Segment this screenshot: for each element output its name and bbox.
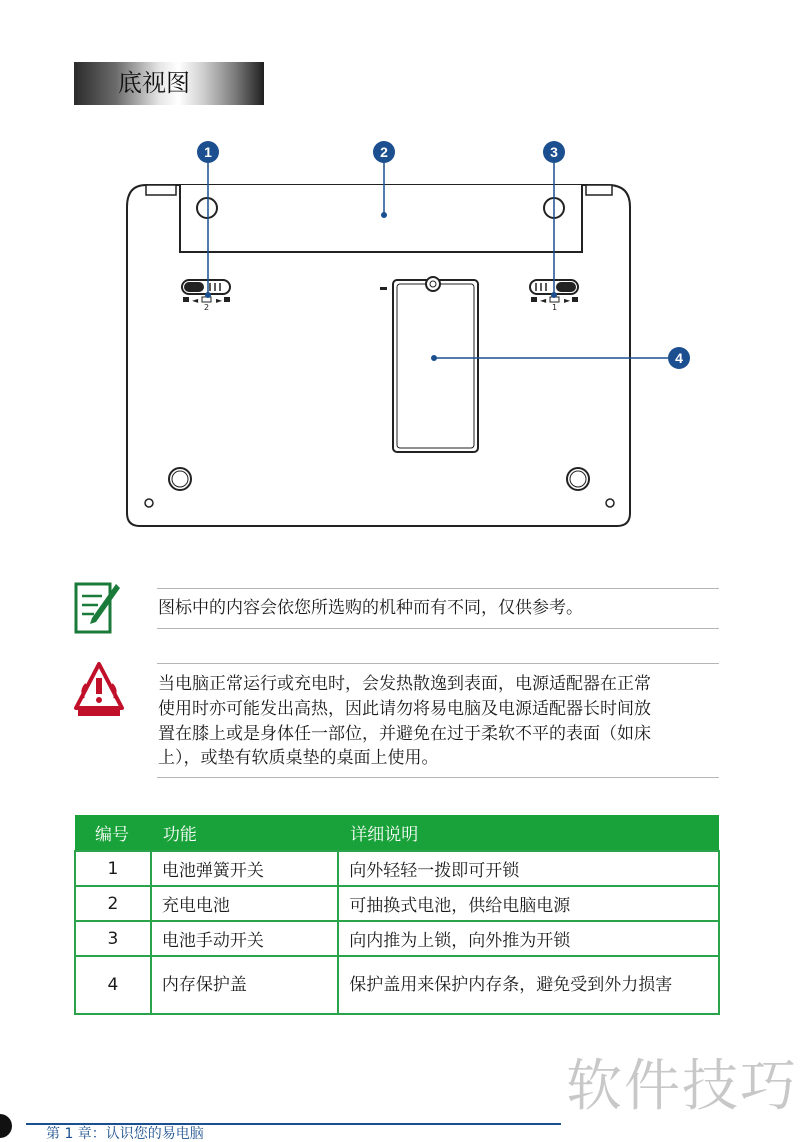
table-row (75, 956, 719, 1014)
row-description: 向外轻轻一拨即可开锁 (338, 851, 719, 886)
footer-rule (26, 1123, 561, 1125)
screw-bottom-left (145, 499, 153, 507)
spec-table (74, 815, 720, 1015)
svg-text:►: ► (216, 296, 223, 305)
hinge-right (586, 185, 612, 195)
note-text: 图标中的内容会依您所选购的机种而有不同，仅供参考。 (158, 598, 583, 618)
memory-symbol (380, 287, 387, 290)
table-row (75, 921, 719, 956)
row-function: 充电电池 (151, 886, 338, 921)
warning-line-3: 置在膝上或是身体任一部位，并避免在过于柔软不平的表面（如床 (158, 724, 651, 744)
warning-line-2: 使用时亦可能发出高热，因此请勿将易电脑及电源适配器长时间放 (158, 699, 651, 719)
row-number: 1 (75, 851, 151, 886)
note-pencil-icon (72, 578, 122, 636)
latch-number-right: 1 (552, 303, 558, 312)
row-number: 4 (75, 956, 151, 1014)
laptop-bottom-diagram (120, 135, 710, 535)
screw-top-left (197, 198, 217, 218)
table-header-row (75, 815, 719, 851)
row-description: 向内推为上锁，向外推为开锁 (338, 921, 719, 956)
row-number: 2 (75, 886, 151, 921)
latch-number-left: 2 (204, 303, 210, 312)
header-function: 功能 (151, 815, 338, 851)
table-row (75, 886, 719, 921)
footer-chapter-title: 第 1 章：认识您的易电脑 (46, 1126, 204, 1142)
header-description: 详细说明 (338, 815, 719, 851)
row-description: 可抽换式电池，供给电脑电源 (338, 886, 719, 921)
watermark: 软件技巧 (566, 1054, 798, 1119)
warning-line-4: 上），或垫有软质桌垫的桌面上使用。 (158, 748, 439, 768)
warning-top-rule (157, 663, 719, 664)
row-function: 电池弹簧开关 (151, 851, 338, 886)
hinge-left (146, 185, 176, 195)
row-function: 内存保护盖 (151, 956, 338, 1014)
row-number: 3 (75, 921, 151, 956)
warning-bottom-rule (157, 777, 719, 778)
note-top-rule (157, 588, 719, 589)
hot-surface-warning-icon (72, 660, 126, 720)
latch-grip-left (184, 282, 204, 292)
row-description: 保护盖用来保护内存条，避免受到外力损害 (338, 956, 719, 1014)
callout-badge-4: 4 (668, 347, 690, 369)
section-title: 底视图 (118, 69, 190, 97)
callout-badge-3: 3 (543, 141, 565, 163)
battery-outline (180, 185, 582, 252)
page-number-tab (0, 1114, 12, 1138)
note-bottom-rule (157, 628, 719, 629)
latch-grip-right (556, 282, 576, 292)
svg-text:◄: ◄ (192, 296, 199, 305)
callout-badge-2: 2 (373, 141, 395, 163)
memory-cover (393, 280, 478, 452)
svg-text:◄: ◄ (540, 296, 547, 305)
table-row (75, 851, 719, 886)
header-number: 编号 (75, 815, 151, 851)
svg-text:►: ► (564, 296, 571, 305)
row-function: 电池手动开关 (151, 921, 338, 956)
warning-line-1: 当电脑正常运行或充电时，会发热散逸到表面，电源适配器在正常 (158, 674, 651, 694)
screw-bottom-right (606, 499, 614, 507)
callout-badge-1: 1 (197, 141, 219, 163)
